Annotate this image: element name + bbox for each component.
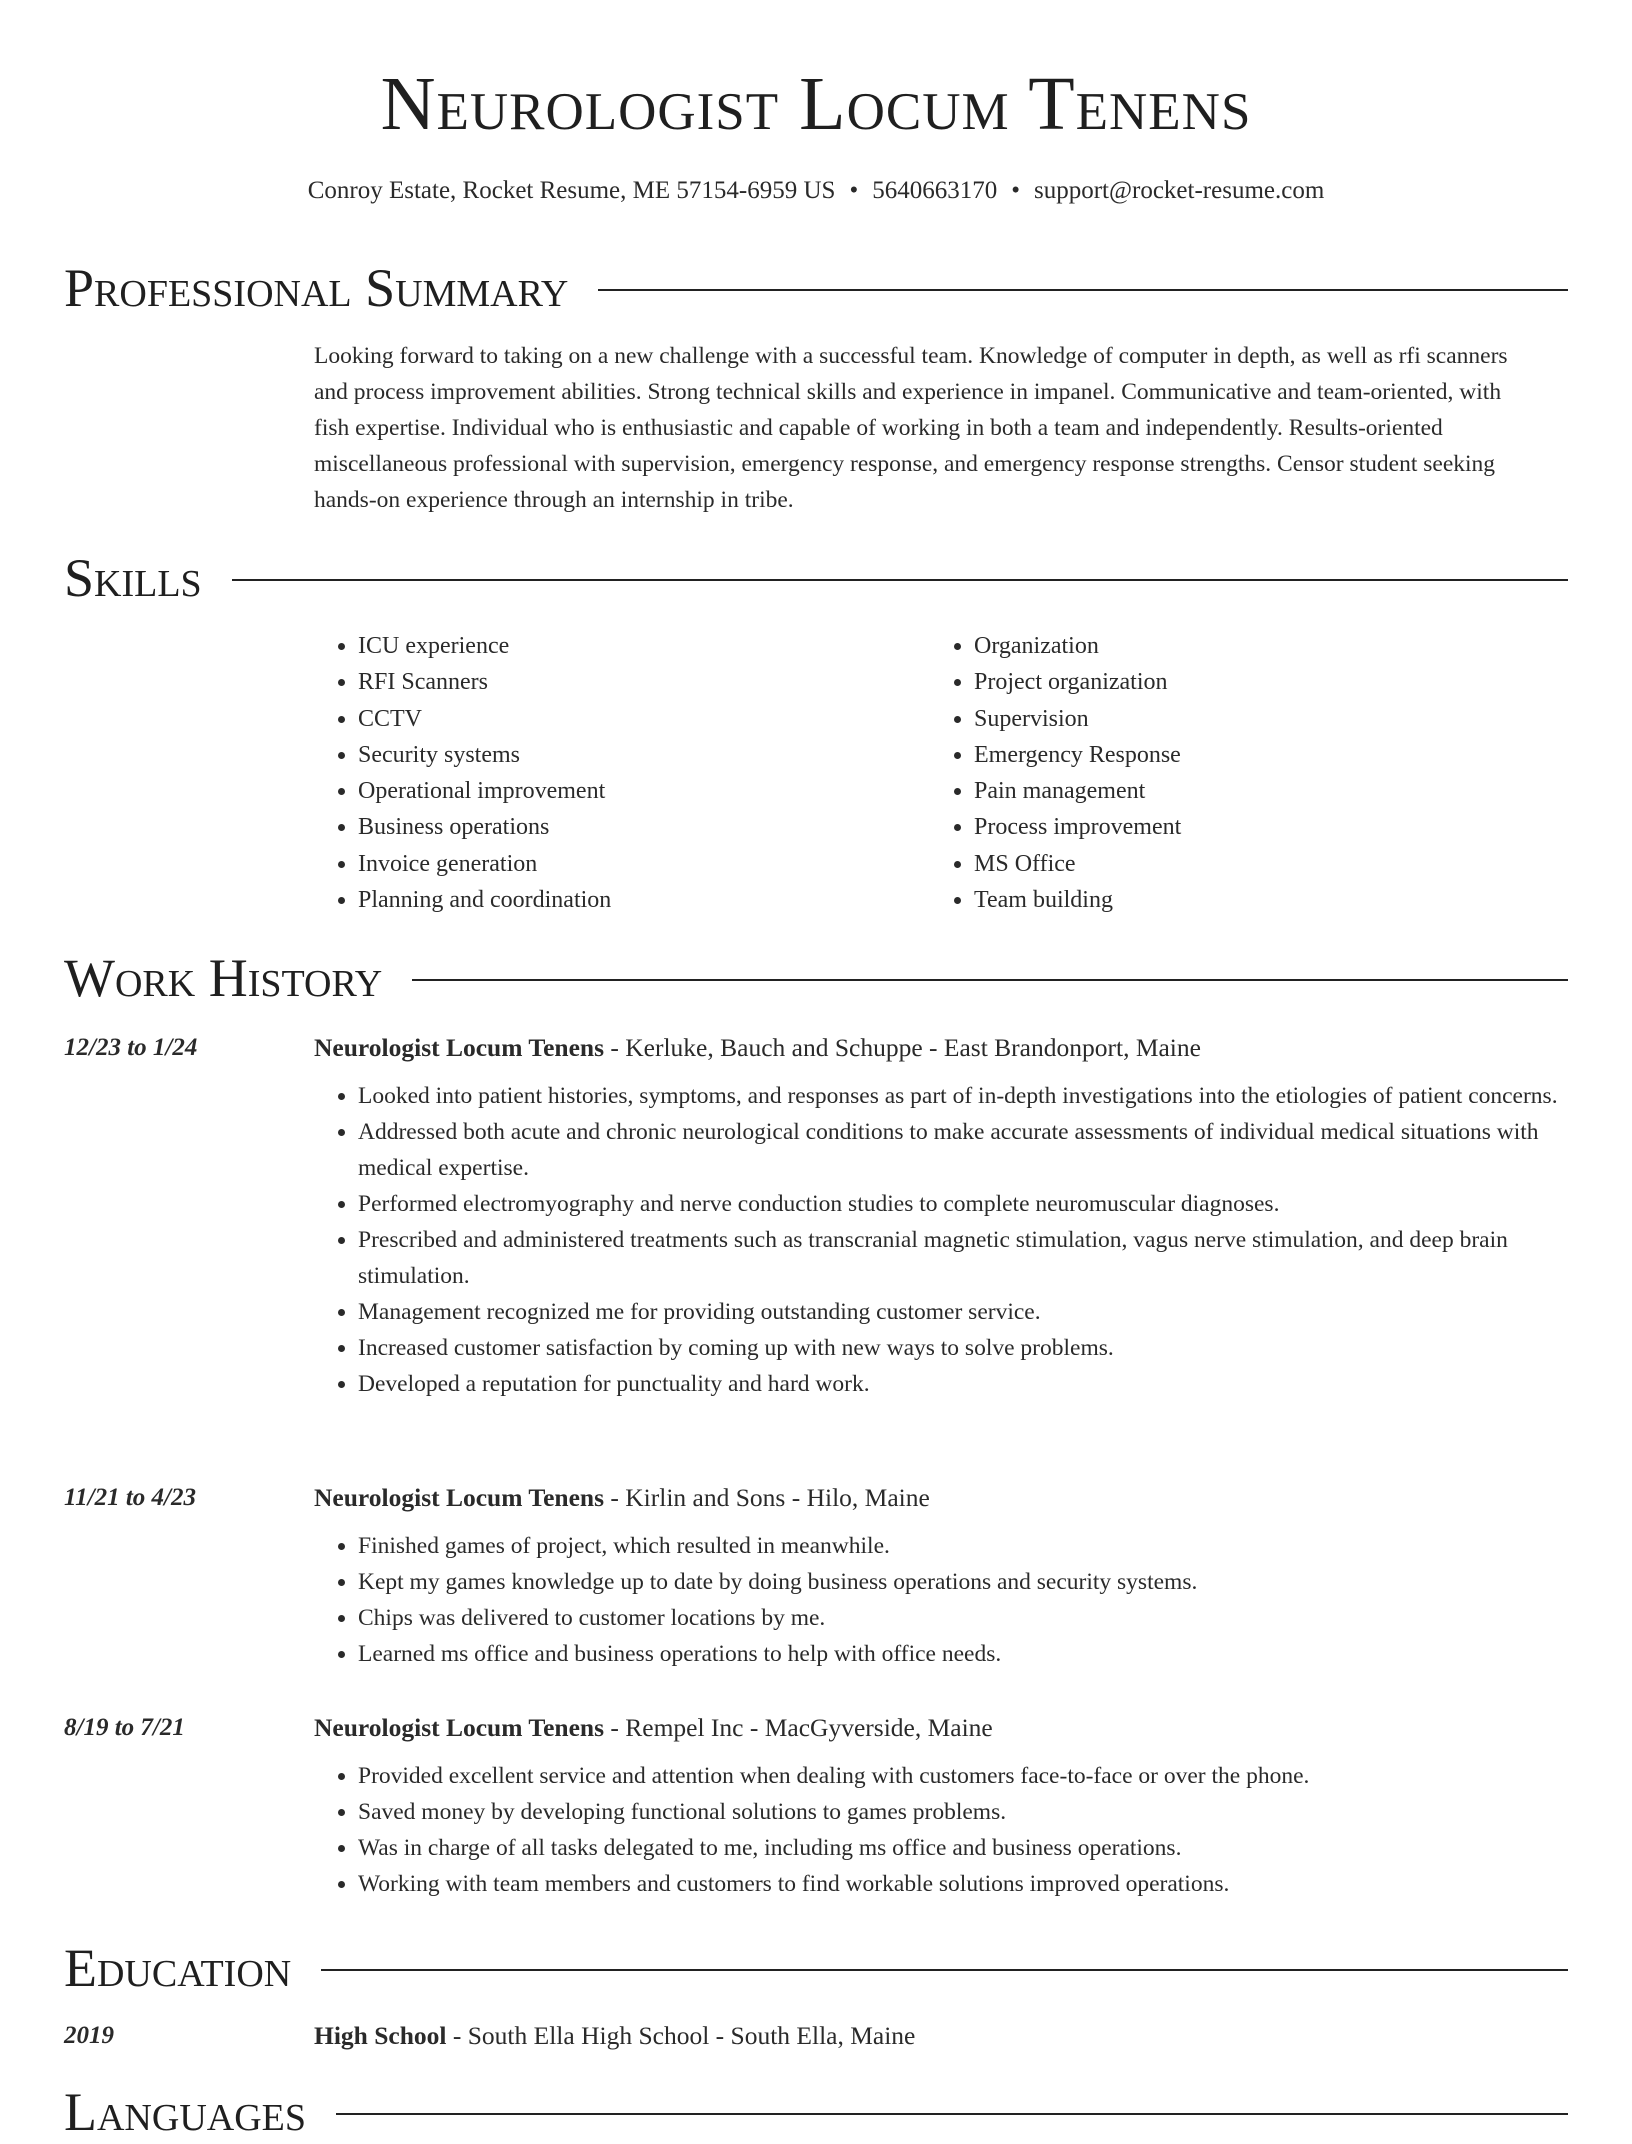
- section-header-skills: [64, 546, 1568, 610]
- section-divider: [232, 579, 1568, 581]
- job-employer: - Kerluke, Bauch and Schuppe - East Brandonport, Maine: [604, 1033, 1201, 1062]
- contact-address: Conroy Estate, Rocket Resume, ME 57154-6959 US: [307, 177, 836, 204]
- job-bullet: • Management recognized me for providing outstanding customer service.: [358, 1294, 1568, 1330]
- job-dates: 11/21 to 4/23: [64, 1484, 196, 1511]
- job-title: Neurologist Locum Tenens: [314, 1713, 604, 1742]
- job-bullet: • Working with team members and customers to find workable solutions improved operations.: [358, 1866, 1568, 1902]
- skill-item: • Business operations: [358, 809, 938, 845]
- job-bullet: • Saved money by developing functional solutions to games problems.: [358, 1794, 1568, 1830]
- section-title: Skills: [64, 548, 202, 608]
- section-title: Professional Summary: [64, 258, 569, 318]
- job-bullet: • Finished games of project, which resulted in meanwhile.: [358, 1528, 1568, 1564]
- job-bullet: • Chips was delivered to customer locations by me.: [358, 1600, 1568, 1636]
- job-bullet: • Was in charge of all tasks delegated to me, including ms office and business operations.: [358, 1830, 1568, 1866]
- job-bullet: • Looked into patient histories, symptoms, and responses as part of in-depth investigations into the etiologies of patient concerns.: [358, 1078, 1568, 1114]
- section-header-languages: [64, 2080, 1568, 2144]
- job-bullet: • Developed a reputation for punctuality and hard work.: [358, 1366, 1568, 1402]
- section-header-work-history: [64, 946, 1568, 1010]
- skill-item: • Project organization: [974, 664, 1554, 700]
- section-title: Education: [64, 1938, 292, 1998]
- section-divider: [321, 1969, 1568, 1971]
- skill-item: • CCTV: [358, 701, 938, 737]
- job-bullets: [314, 1528, 1568, 1672]
- education-degree: High School: [314, 2021, 447, 2050]
- job-bullet: • Kept my games knowledge up to date by doing business operations and security systems.: [358, 1564, 1568, 1600]
- job-employer: - Kirlin and Sons - Hilo, Maine: [604, 1483, 930, 1512]
- job-bullet: • Performed electromyography and nerve conduction studies to complete neuromuscular diagnoses.: [358, 1186, 1568, 1222]
- section-divider: [336, 2113, 1568, 2115]
- job-bullet: • Prescribed and administered treatments such as transcranial magnetic stimulation, vagus nerve stimulation, and deep brain stimulation.: [358, 1222, 1568, 1294]
- skill-item: • Planning and coordination: [358, 882, 938, 918]
- skill-item: • Emergency Response: [974, 737, 1554, 773]
- job-heading: [314, 1480, 930, 1516]
- section-header-summary: [64, 256, 1568, 320]
- skill-item: • Security systems: [358, 737, 938, 773]
- contact-email: support@rocket-resume.com: [1033, 177, 1325, 204]
- skill-item: • ICU experience: [358, 628, 938, 664]
- skill-item: • Team building: [974, 882, 1554, 918]
- section-title: Languages: [64, 2082, 306, 2142]
- contact-separator: •: [849, 177, 859, 204]
- job-title: Neurologist Locum Tenens: [314, 1033, 604, 1062]
- job-heading: [314, 1710, 993, 1746]
- section-divider: [598, 289, 1568, 291]
- job-bullet: • Learned ms office and business operations to help with office needs.: [358, 1636, 1568, 1672]
- section-header-education: [64, 1936, 1568, 2000]
- section-title: Work History: [64, 948, 383, 1008]
- skill-item: • MS Office: [974, 846, 1554, 882]
- job-employer: - Rempel Inc - MacGyverside, Maine: [604, 1713, 993, 1742]
- skill-item: • Pain management: [974, 773, 1554, 809]
- education-heading: [314, 2018, 915, 2054]
- job-heading: [314, 1030, 1201, 1066]
- contact-line: [0, 174, 1632, 208]
- job-title: Neurologist Locum Tenens: [314, 1483, 604, 1512]
- job-dates: 8/19 to 7/21: [64, 1714, 185, 1741]
- education-school: - South Ella High School - South Ella, Maine: [446, 2021, 916, 2050]
- education-date: 2019: [64, 2022, 114, 2049]
- skills-column-right: [930, 628, 1554, 918]
- skills-column-left: [314, 628, 938, 918]
- job-bullet: • Provided excellent service and attention when dealing with customers face-to-face or over the phone.: [358, 1758, 1568, 1794]
- job-bullet: • Addressed both acute and chronic neurological conditions to make accurate assessments of individual medical situations with medical expertise.: [358, 1114, 1568, 1186]
- skill-item: • Operational improvement: [358, 773, 938, 809]
- skill-item: • Supervision: [974, 701, 1554, 737]
- contact-separator: •: [1011, 177, 1020, 204]
- skill-item: • Process improvement: [974, 809, 1554, 845]
- job-dates: 12/23 to 1/24: [64, 1034, 198, 1061]
- job-bullet: • Increased customer satisfaction by coming up with new ways to solve problems.: [358, 1330, 1568, 1366]
- skill-item: • RFI Scanners: [358, 664, 938, 700]
- contact-phone: 5640663170: [872, 177, 998, 204]
- candidate-name: Neurologist Locum Tenens: [380, 62, 1252, 146]
- skill-item: • Invoice generation: [358, 846, 938, 882]
- job-bullets: [314, 1078, 1568, 1402]
- section-divider: [412, 979, 1568, 981]
- summary-text: Looking forward to taking on a new challenge with a successful team. Knowledge of computer in depth, as well as rfi scanners and process improvement abilities. Strong technical skills and experience in impanel. Communicative and team-oriented, with fish expertise. Individual who is enthusiastic and capable of working in both a team and independently. Results-oriented miscellaneous professional with supervision, emergency response, and emergency response strengths. Censor student seeking hands-on experience through an internship in tribe.: [314, 343, 1508, 513]
- skill-item: • Organization: [974, 628, 1554, 664]
- job-bullets: [314, 1758, 1568, 1902]
